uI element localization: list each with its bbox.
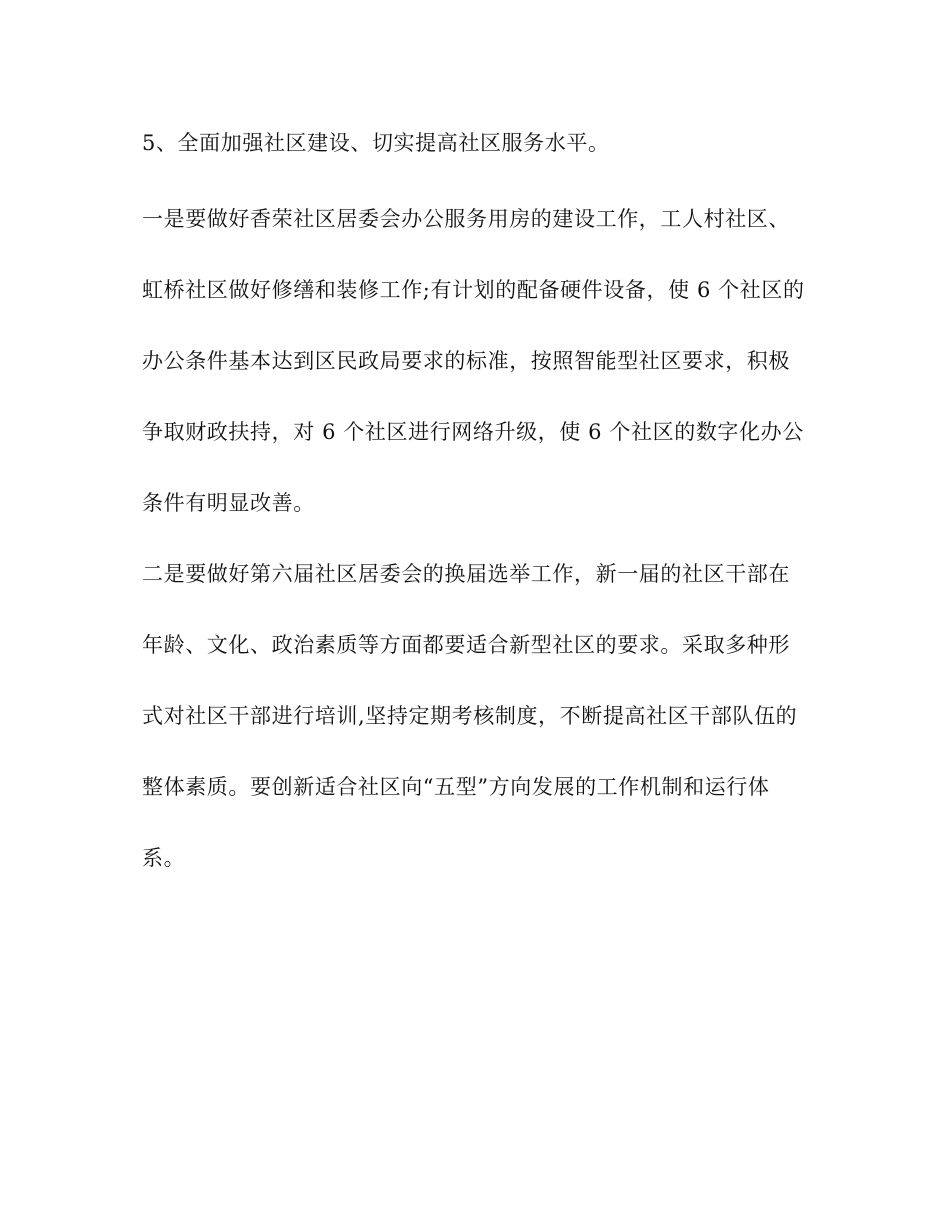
paragraph-line: 年龄、文化、政治素质等方面都要适合新型社区的要求。采取多种形 [142, 633, 790, 657]
paragraph-line: 二是要做好第六届社区居委会的换届选举工作，新一届的社区干部在 [142, 562, 790, 586]
paragraph-line: 一是要做好香荣社区居委会办公服务用房的建设工作，工人村社区、 [142, 207, 790, 231]
paragraph-line: 条件有明显改善。 [142, 491, 315, 515]
paragraph-line: 系。 [142, 846, 186, 870]
paragraph-line: 整体素质。要创新适合社区向“五型”方向发展的工作机制和运行体 [142, 775, 770, 799]
section-heading: 5、全面加强社区建设、切实提高社区服务水平。 [142, 131, 610, 155]
paragraph-line: 式对社区干部进行培训,坚持定期考核制度，不断提高社区干部队伍的 [142, 704, 798, 728]
paragraph-line: 办公条件基本达到区民政局要求的标准，按照智能型社区要求，积极 [142, 349, 790, 373]
paragraph-line: 争取财政扶持，对 6 个社区进行网络升级，使 6 个社区的数字化办公 [142, 420, 804, 444]
paragraph-line: 虹桥社区做好修缮和装修工作;有计划的配备硬件设备，使 6 个社区的 [142, 278, 805, 302]
